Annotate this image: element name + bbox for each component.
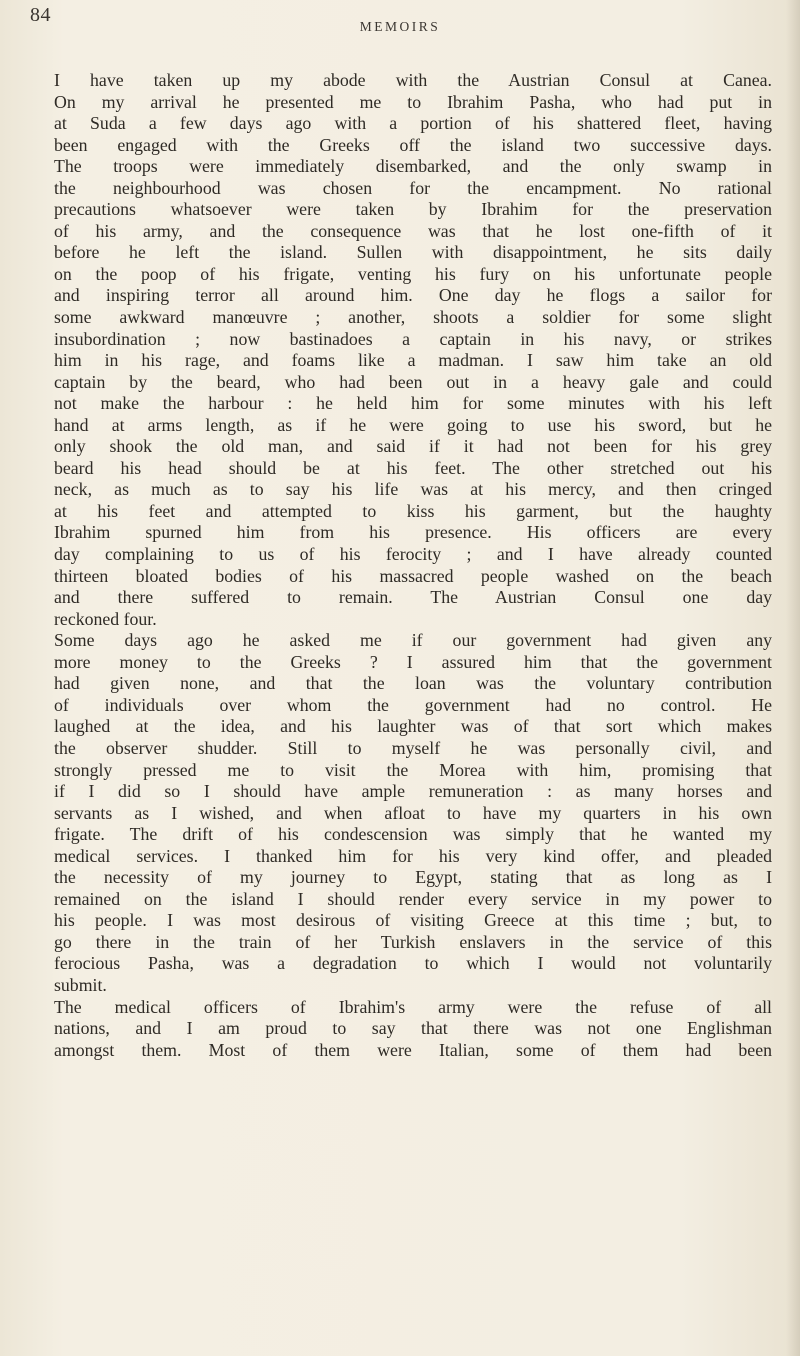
text-line: some awkward manœuvre ; another, shoots a soldier for some slight [54, 307, 772, 328]
text-line: laughed at the idea, and his laughter was of that sort which makes [54, 716, 772, 737]
text-line: hand at arms length, as if he were going to use his sword, but he [54, 414, 772, 435]
text-line: only shook the old man, and said if it had not been for his grey [54, 436, 772, 457]
text-line: remained on the island I should render every service in my power to [54, 888, 772, 909]
text-line: his people. I was most desirous of visiting Greece at this time ; but, to [54, 910, 772, 931]
page-edge-shadow [786, 0, 800, 1356]
text-line: of individuals over whom the government had no control. He [54, 694, 772, 715]
text-line: the neighbourhood was chosen for the encampment. No rational [54, 177, 772, 198]
text-line: frigate. The drift of his condescension was simply that he wanted my [54, 824, 772, 845]
text-line: reckoned four. [54, 608, 157, 629]
text-line: I have taken up my abode with the Austrian Consul at Canea. [54, 70, 772, 90]
text-line: the necessity of my journey to Egypt, stating that as long as I [54, 867, 772, 888]
text-line: been engaged with the Greeks off the island two successive days. [54, 134, 772, 155]
text-line: thirteen bloated bodies of his massacred people washed on the beach [54, 565, 772, 586]
text-line: of his army, and the consequence was that he lost one-fifth of it [54, 220, 772, 241]
running-head: MEMOIRS [359, 19, 441, 34]
text-line: before he left the island. Sullen with disappointment, he sits daily [54, 242, 772, 263]
text-line: go there in the train of her Turkish enslavers in the service of this [54, 931, 772, 952]
text-line: Ibrahim spurned him from his presence. His officers are every [54, 522, 772, 543]
text-line: precautions whatsoever were taken by Ibrahim for the preservation [54, 199, 772, 220]
text-line: on the poop of his frigate, venting his fury on his unfortunate people [54, 263, 772, 284]
text-line: had given none, and that the loan was the voluntary contribution [54, 673, 772, 694]
text-line: neck, as much as to say his life was at his mercy, and then cringed [54, 479, 772, 500]
text-line: servants as I wished, and when afloat to have my quarters in his own [54, 802, 772, 823]
text-line: at his feet and attempted to kiss his garment, but the haughty [54, 500, 772, 521]
text-line: if I did so I should have ample remuneration : as many horses and [54, 781, 772, 802]
text-line: Some days ago he asked me if our government had given any [54, 630, 772, 651]
body-text [54, 70, 772, 1061]
text-line: at Suda a few days ago with a portion of his shattered fleet, having [54, 113, 772, 134]
text-line: captain by the beard, who had been out in a heavy gale and could [54, 371, 772, 392]
text-line: submit. [54, 974, 107, 995]
text-line: The troops were immediately disembarked, and the only swamp in [54, 156, 772, 177]
text-line: more money to the Greeks ? I assured him that the government [54, 651, 772, 672]
text-line: medical services. I thanked him for his very kind offer, and pleaded [54, 845, 772, 866]
text-line: The medical officers of Ibrahim's army were the refuse of all [54, 996, 772, 1017]
text-line: him in his rage, and foams like a madman. I saw him take an old [54, 350, 772, 371]
text-line: On my arrival he presented me to Ibrahim Pasha, who had put in [54, 91, 772, 112]
text-line: day complaining to us of his ferocity ; and I have already counted [54, 544, 772, 565]
text-line: and there suffered to remain. The Austrian Consul one day [54, 587, 772, 608]
page-number: 84 [30, 4, 51, 26]
text-line: amongst them. Most of them were Italian, some of them had been [54, 1039, 772, 1060]
text-line: and inspiring terror all around him. One day he flogs a sailor for [54, 285, 772, 306]
text-line: not make the harbour : he held him for some minutes with his left [54, 393, 772, 414]
text-line: ferocious Pasha, was a degradation to which I would not voluntarily [54, 953, 772, 974]
text-line: nations, and I am proud to say that there was not one Englishman [54, 1018, 772, 1039]
text-line: the observer shudder. Still to myself he was personally civil, and [54, 737, 772, 758]
text-line: beard his head should be at his feet. The other stretched out his [54, 457, 772, 478]
text-line: insubordination ; now bastinadoes a captain in his navy, or strikes [54, 328, 772, 349]
text-line: strongly pressed me to visit the Morea with him, promising that [54, 759, 772, 780]
